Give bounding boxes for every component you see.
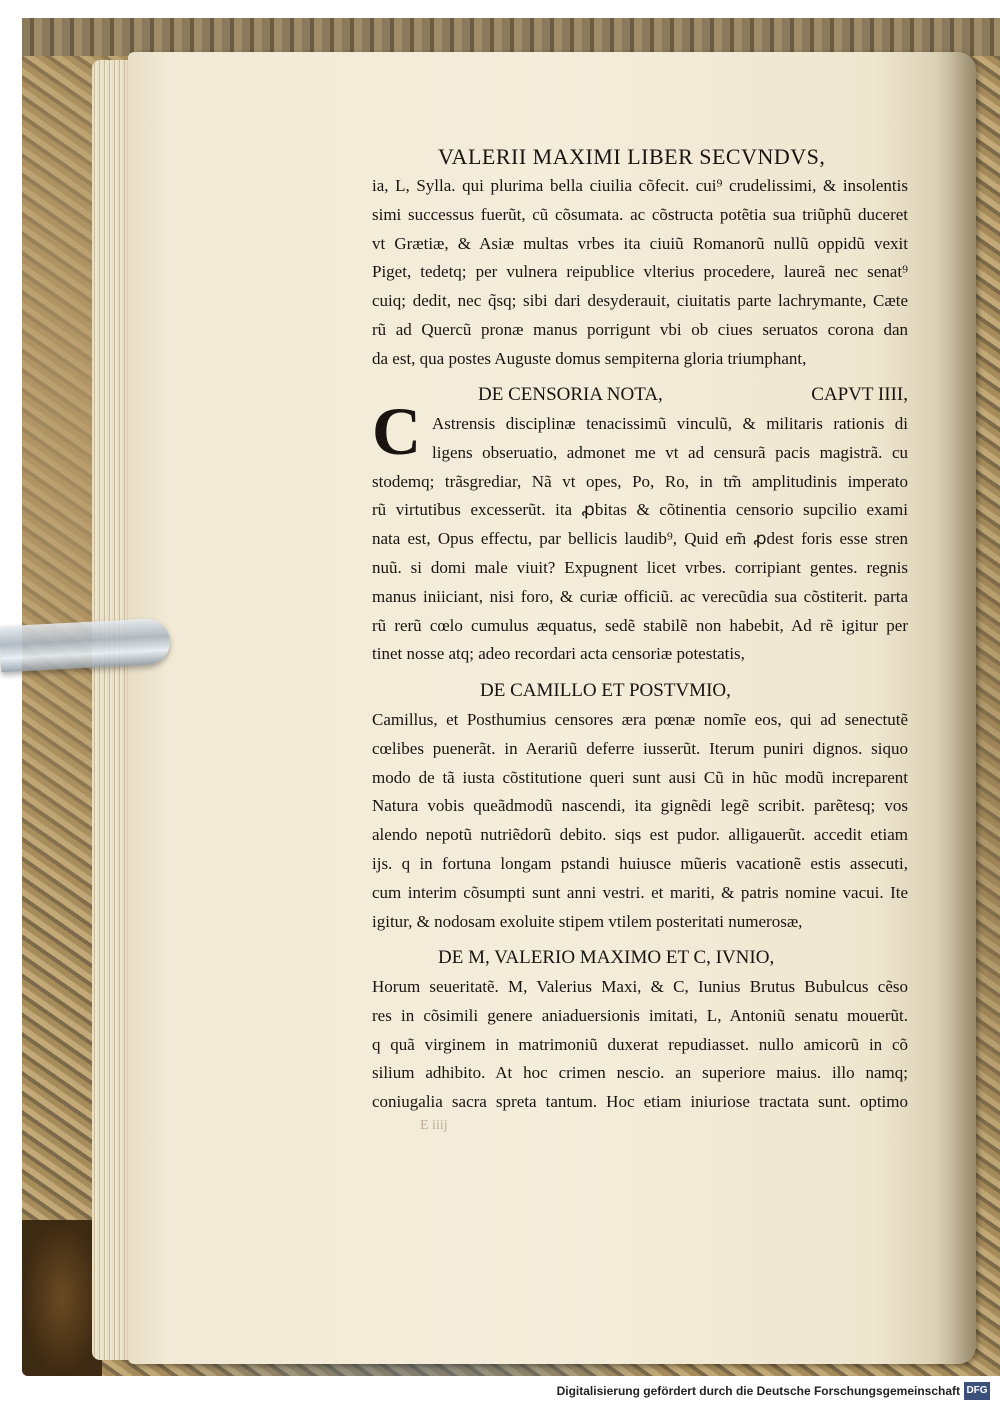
- glass-page-weight: [0, 618, 171, 673]
- funding-notice: Digitalisierung gefördert durch die Deutsche Forschungsgemeinschaft: [556, 1384, 960, 1398]
- text-block-valerio: [372, 973, 908, 1117]
- text-line: cuiq; dedit, nec q̃sq; sibi dari desyderauit, ciuitatis parte lachrymante, Cæte: [372, 291, 908, 311]
- text-line: ligens obseruatio, admonet me vt ad censurã pacis magistrã. cu: [432, 442, 908, 462]
- section-heading-censoria: [372, 381, 908, 410]
- text-line: tinet nosse atq; adeo recordari acta censoriæ potestatis,: [372, 644, 745, 664]
- text-line: q quã virginem in matrimoniũ duxerat repudiasset. nullo amicorũ in cõ: [372, 1034, 908, 1054]
- text-line: rũ virtutibus excesserũt. ita ꝓbitas & cõtinentia censorio supcilio exami: [372, 500, 908, 520]
- text-line: Piget, tedetq; per vulnera reipublice vlterius procedere, laureã nec senat⁹: [372, 262, 908, 282]
- dfg-logo-icon: DFG: [964, 1382, 990, 1400]
- text-line: vt Grætiæ, & Asiæ multas vrbes ita ciuiũ Romanorũ nullũ oppidũ vexit: [372, 233, 908, 253]
- text-block-censoria: [372, 468, 908, 670]
- heading-title: DE M, VALERIO MAXIMO ET C, IVNIO,: [438, 947, 775, 968]
- section-heading-camillo: [372, 677, 908, 706]
- heading-title: DE CENSORIA NOTA,: [478, 384, 663, 405]
- text-line: cum interim cõsumpti sunt anni vestri. et mariti, & patris nomine vacui. Ite: [372, 882, 908, 902]
- signature-mark: E iiij: [420, 1118, 448, 1133]
- text-line: alendo nepotũ nutriẽdorũ debito. siqs est pudor. alligauerũt. accedit etiam: [372, 825, 908, 845]
- heading-title: DE CAMILLO ET POSTVMIO,: [480, 680, 731, 701]
- text-line: manus iniiciant, nisi foro, & curiæ officiũ. ac verecũdia sua cõstiterit. parta: [372, 586, 908, 606]
- text-line: nuũ. si domi male viuit? Expugnent licet vrbes. corripiant gentes. regnis: [372, 557, 908, 577]
- text-line: Astrensis disciplinæ tenacissimũ vinculũ, & militaris rationis di: [432, 414, 908, 433]
- text-line: modo de tã iusta cõstitutione queri sunt ausi Cũ in hũc modũ increparent: [372, 767, 908, 787]
- text-line: Natura vobis queãdmodũ nascendi, ita gignẽdi legẽ scribit. parẽtesq; vos: [372, 796, 908, 816]
- chapter-number: CAPVT IIII,: [811, 384, 908, 405]
- text-line: simi successus fuerũt, cũ cõsumata. ac cõstructa potẽtia sua triũphũ duceret: [372, 204, 908, 224]
- text-line: rũ ad Quercũ pronæ manus porrigunt vbi ob ciues seruatos corona dan: [372, 319, 908, 339]
- text-line: nata est, Opus effectu, par bellicis laudib⁹, Quid em̃ ꝓdest foris esse stren: [372, 529, 908, 549]
- binding-top-edge: [22, 18, 1000, 56]
- running-head: VALERII MAXIMI LIBER SECVNDVS,: [438, 144, 826, 169]
- footer-bar: [0, 1380, 1000, 1405]
- text-line: cœlibes puenerãt. in Aerariũ deferre iusserũt. Iterum puniri dignos. siquo: [372, 738, 908, 758]
- text-line: coniugalia sacra spreta tantum. Hoc etiam iniuriose tractata sunt. optimo: [372, 1092, 908, 1112]
- text-line: ia, L, Sylla. qui plurima bella ciuilia cõfecit. cui⁹ crudelissimi, & insolentis: [372, 176, 908, 195]
- text-line: silium adhibito. At hoc crimen nescio. an superiore maius. illo namq;: [372, 1063, 908, 1083]
- text-line: Horum seueritatẽ. M, Valerius Maxi, & C, Iunius Brutus Bubulcus cẽso: [372, 977, 908, 996]
- text-line: stodemq; trãsgrediar, Nã vt opes, Po, Ro, in tm̃ amplitudinis imperato: [372, 471, 908, 491]
- text-line: ijs. q in fortuna longam pstandi huiusce mũeris vacationẽ estis assecuti,: [372, 853, 908, 873]
- text-line: igitur, & nodosam exoluite stipem vtilem posteritati numerosæ,: [372, 911, 803, 931]
- binding-leather-corner: [22, 1220, 102, 1376]
- page-gutter-shadow: [936, 52, 976, 1364]
- text-line: Camillus, et Posthumius censores æra pœnæ nomĩe eos, qui ad senectutẽ: [372, 710, 908, 729]
- section-heading-valerio: [372, 944, 908, 973]
- text-block-censoria-first: [432, 410, 908, 468]
- text-line: da est, qua postes Auguste domus sempiterna gloria triumphant,: [372, 348, 807, 368]
- decorated-initial: C: [372, 393, 422, 469]
- text-block-camillo: [372, 706, 908, 936]
- text-line: res in cõsimili genere aniaduersionis imitati, L, Antoniũ senatu mouerũt.: [372, 1005, 908, 1025]
- text-block-intro: [372, 172, 908, 374]
- text-line: rũ rerũ cœlo cumulus æquatus, sedẽ stabilẽ non habebit, Ad rẽ igitur per: [372, 615, 908, 635]
